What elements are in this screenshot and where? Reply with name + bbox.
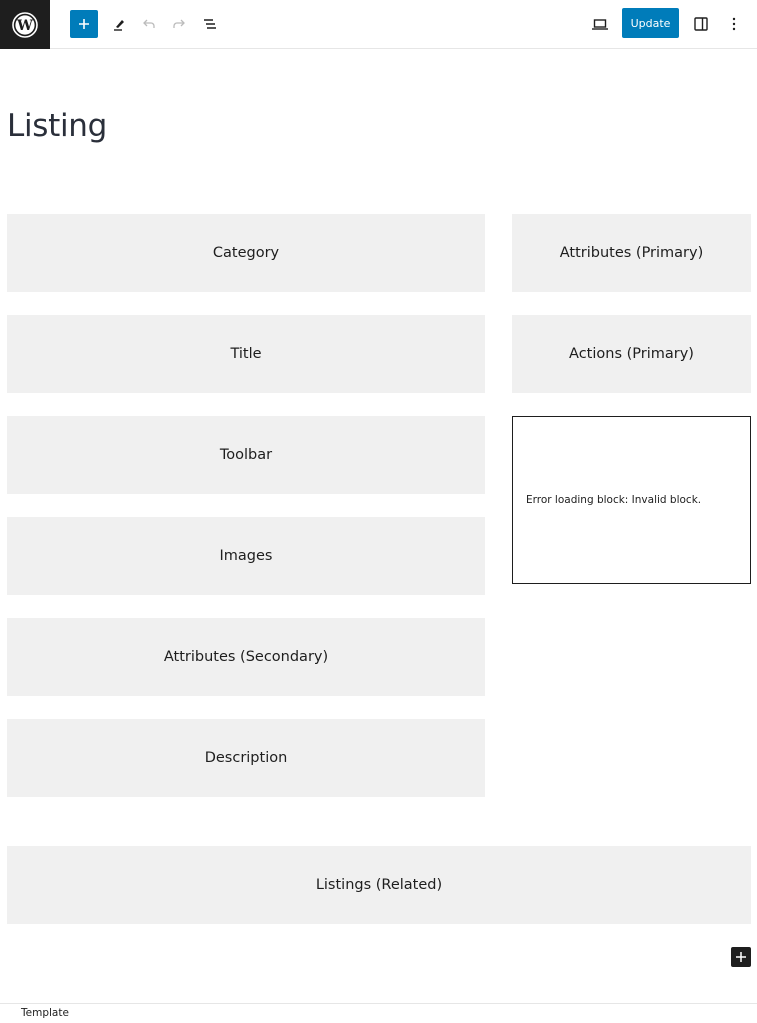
- list-view-icon: [202, 16, 218, 32]
- block-toolbar[interactable]: Toolbar: [7, 416, 485, 494]
- block-category[interactable]: Category: [7, 214, 485, 292]
- wordpress-icon: [12, 12, 38, 38]
- block-attributes-secondary[interactable]: Attributes (Secondary): [7, 618, 485, 696]
- error-block[interactable]: [512, 416, 751, 584]
- tools-button[interactable]: [105, 10, 133, 38]
- block-attributes-primary[interactable]: Attributes (Primary): [512, 214, 751, 292]
- error-message: Error loading block: Invalid block.: [526, 494, 702, 506]
- plus-icon: [77, 17, 91, 31]
- settings-button[interactable]: [687, 10, 715, 38]
- update-button[interactable]: Update: [622, 8, 679, 38]
- editor-header: [0, 0, 757, 49]
- redo-button[interactable]: [165, 10, 193, 38]
- plus-icon: [735, 951, 747, 963]
- breadcrumb-template[interactable]: Template: [21, 1007, 69, 1019]
- pencil-icon: [111, 16, 127, 32]
- add-block-button[interactable]: [70, 10, 98, 38]
- wordpress-logo-button[interactable]: [0, 0, 50, 49]
- block-title[interactable]: Title: [7, 315, 485, 393]
- list-view-button[interactable]: [196, 10, 224, 38]
- redo-icon: [171, 16, 187, 32]
- laptop-icon: [591, 16, 609, 32]
- more-vertical-icon: [726, 16, 742, 32]
- options-button[interactable]: [720, 10, 748, 38]
- svg-text:W: W: [17, 17, 33, 34]
- preview-button[interactable]: [586, 10, 614, 38]
- block-description[interactable]: Description: [7, 719, 485, 797]
- block-breadcrumb-bar: [0, 1003, 757, 1023]
- block-actions-primary[interactable]: Actions (Primary): [512, 315, 751, 393]
- block-listings-related[interactable]: Listings (Related): [7, 846, 751, 924]
- block-images[interactable]: Images: [7, 517, 485, 595]
- page-title[interactable]: Listing: [7, 108, 108, 144]
- sidebar-toggle-icon: [693, 16, 709, 32]
- undo-button[interactable]: [135, 10, 163, 38]
- add-block-inline-button[interactable]: [731, 947, 751, 967]
- undo-icon: [141, 16, 157, 32]
